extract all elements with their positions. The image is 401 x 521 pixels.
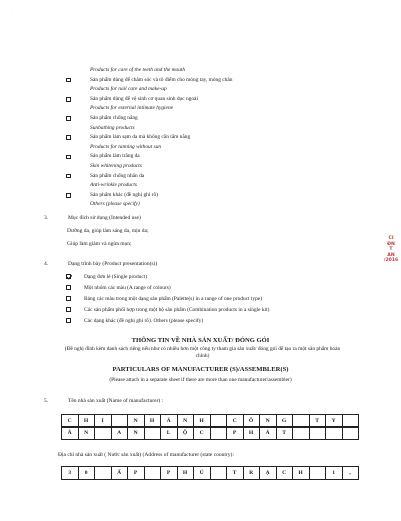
category-label-en: Products for tanning without sun (90, 143, 162, 150)
grid-cell[interactable] (326, 427, 343, 440)
checkbox-icon[interactable] (66, 174, 71, 179)
category-item (62, 162, 352, 172)
presentation-options (62, 272, 362, 327)
grid-cell[interactable]: C (194, 427, 211, 440)
red-stamp (383, 236, 399, 296)
grid-cell[interactable] (144, 427, 161, 440)
category-label-vn: Sản phẩm chống nắng (90, 114, 138, 121)
category-item (62, 200, 352, 210)
section-title: Mục đích sử dụng (Intended use) (68, 215, 141, 221)
stamp-line: /2016 (383, 258, 399, 263)
grid-cell[interactable]: N (260, 415, 277, 428)
category-label-vn: Sản phẩm dùng để chăm sóc và tô điểm cho móng tay, móng chân (90, 76, 233, 83)
checkbox-icon[interactable] (66, 318, 71, 323)
grid-cell[interactable]: Â (62, 427, 79, 440)
section-3-heading (44, 215, 141, 221)
grid-cell[interactable] (210, 467, 227, 480)
intended-use-line: Dưỡng da, giúp làm sáng da, mịn da; (67, 228, 149, 234)
category-label-en: Products for external intimate hygiene (90, 105, 174, 112)
corner-mark: · (12, 8, 14, 13)
section-title: Dạng trình bày (Product presentation(s)) (68, 261, 158, 267)
grid-cell[interactable]: Á (260, 427, 277, 440)
grid-cell[interactable]: P (227, 427, 244, 440)
grid-cell[interactable]: Ấ (111, 467, 128, 480)
category-label-vn: Sản phẩm khác (đề nghị ghi rõ) (90, 191, 158, 198)
option-label: Bảng các màu trong một dạng sản phẩm (Palette(s) in a range of one product type) (84, 296, 262, 302)
checkbox-icon[interactable] (66, 307, 71, 312)
name-label: Tên nhà sản xuất (Name of manufacturer) : (68, 398, 164, 404)
stamp-line: CI (388, 236, 394, 241)
grid-cell[interactable] (342, 427, 359, 440)
option-label: Một nhóm các màu (A range of colours) (84, 285, 171, 291)
manufacturer-title-vn: THÔNG TIN VỀ NHÀ SẢN XUẤT/ ĐÓNG GÓI (131, 337, 270, 344)
grid-cell[interactable] (309, 427, 326, 440)
grid-cell[interactable]: L (161, 427, 178, 440)
grid-cell[interactable]: 0 (78, 467, 95, 480)
checkbox-icon[interactable] (66, 97, 71, 102)
category-item (62, 76, 352, 86)
grid-cell[interactable]: , (342, 467, 359, 480)
checkbox-icon[interactable] (66, 116, 71, 121)
grid-cell[interactable]: Ạ (260, 467, 277, 480)
grid-cell[interactable]: Á (161, 415, 178, 428)
category-label-vn: Sản phẩm chống nhăn da (90, 172, 145, 179)
grid-cell[interactable]: C (276, 467, 293, 480)
checkbox-icon[interactable] (66, 296, 71, 301)
category-item (62, 114, 352, 124)
grid-cell[interactable] (210, 427, 227, 440)
manufacturer-title-en: PARTICULARS OF MANUFACTURER (S)/ASSEMBLER(S) (112, 366, 289, 373)
category-item (62, 124, 352, 134)
grid-cell[interactable]: G (276, 415, 293, 428)
option-label: Các dạng khác (đề nghị ghi rõ). Others (please specify) (84, 318, 204, 324)
category-label-en: Products for care of the teeth and the mouth (90, 67, 186, 73)
category-label-vn: Sản phẩm làm sạm da mà không cần tắm nắng (90, 134, 191, 141)
address-label: Địa chỉ nhà sản xuất ( Nước sản xuất) (Address of manufacturer (state country): (58, 452, 234, 458)
grid-cell[interactable]: T (309, 415, 326, 428)
grid-cell[interactable]: H (243, 427, 260, 440)
section-number: 3. (44, 215, 49, 221)
category-label-en: Others (please specify) (90, 201, 140, 208)
presentation-option (62, 294, 362, 305)
grid-cell[interactable] (309, 467, 326, 480)
checkbox-icon[interactable] (66, 135, 71, 140)
checkbox-icon[interactable] (66, 193, 71, 198)
grid-cell[interactable]: H (177, 467, 194, 480)
category-label-vn: Sản phẩm làm trắng da (90, 153, 140, 160)
category-label-en: Sunbathing products (90, 124, 135, 131)
category-item (62, 181, 352, 191)
grid-cell[interactable]: A (111, 427, 128, 440)
presentation-option (62, 316, 362, 327)
category-item (62, 85, 352, 95)
category-label-en: Skin whitening products (90, 162, 142, 169)
section-number: 4. (44, 261, 49, 267)
grid-cell[interactable]: C (227, 415, 244, 428)
grid-cell[interactable]: Ú (194, 467, 211, 480)
presentation-option (62, 283, 362, 294)
manufacturer-note-vn: (Đề nghị đính kèm danh sách riêng nếu như có nhiều hơn một công ty tham gia sản xuất/ đóng gói để tạo ra một sản phẩm hoàn chỉnh) (64, 346, 341, 359)
category-item (62, 95, 352, 105)
intended-use-line: Giúp làm giảm và ngừa mụn; (67, 241, 132, 247)
option-label: Các sản phẩm phối hợp trong một bộ sản phẩm (Combination products in a single kit) (84, 307, 270, 313)
stamp-line: AN (387, 252, 395, 258)
grid-cell[interactable]: P (161, 467, 178, 480)
grid-cell[interactable]: R (243, 467, 260, 480)
grid-cell[interactable] (144, 467, 161, 480)
grid-cell[interactable]: H (144, 415, 161, 428)
grid-cell[interactable]: 1 (326, 467, 343, 480)
section-5-heading (44, 398, 163, 404)
grid-cell[interactable]: T (227, 467, 244, 480)
manufacturer-name-grid-row-2 (61, 426, 359, 440)
grid-cell[interactable]: N (177, 415, 194, 428)
option-label: Dạng đơn lẻ (Single product) (84, 274, 148, 280)
grid-cell[interactable]: H (194, 415, 211, 428)
category-label-en: Products for nail care and make-up (90, 86, 167, 93)
grid-cell[interactable] (293, 427, 310, 440)
grid-cell[interactable]: T (276, 427, 293, 440)
grid-cell[interactable] (95, 427, 112, 440)
grid-cell[interactable]: N (128, 427, 145, 440)
category-label-vn: Sản phẩm dùng để vệ sinh cơ quan sinh dục ngoài (90, 95, 198, 102)
grid-cell[interactable]: N (128, 415, 145, 428)
category-item (62, 152, 352, 162)
section-number: 5. (44, 398, 49, 404)
category-item (62, 191, 352, 201)
grid-cell[interactable]: N (78, 427, 95, 440)
category-item (62, 104, 352, 114)
category-item (62, 66, 352, 76)
grid-cell[interactable]: Y (326, 415, 343, 428)
manufacturer-note-en: (Please attach in a separate sheet if there are more than one manufacturer/assembler) (109, 377, 292, 383)
presentation-option (62, 305, 362, 316)
stamp-line: ĐN (387, 241, 395, 247)
checkbox-icon[interactable] (66, 78, 71, 83)
presentation-option (62, 272, 362, 283)
grid-cell[interactable]: Ô (243, 415, 260, 428)
checkbox-icon[interactable] (66, 155, 71, 160)
manufacturer-address-grid-row-1 (61, 466, 359, 480)
grid-cell[interactable]: 3 (62, 467, 79, 480)
product-category-list (62, 66, 352, 210)
grid-cell[interactable]: H (293, 467, 310, 480)
section-4-heading (44, 261, 157, 267)
category-label-en: Anti-wrinkle products (90, 182, 137, 189)
grid-cell[interactable]: I (95, 415, 112, 428)
category-item (62, 133, 352, 143)
checkbox-checked-icon[interactable] (66, 274, 71, 279)
checkbox-icon[interactable] (66, 285, 71, 290)
grid-cell[interactable]: C (62, 415, 79, 428)
grid-cell[interactable]: Ộ (177, 427, 194, 440)
category-item (62, 172, 352, 182)
grid-cell[interactable] (95, 467, 112, 480)
grid-cell[interactable]: P (128, 467, 145, 480)
category-item (62, 143, 352, 153)
stamp-line: T (389, 247, 393, 252)
grid-cell[interactable]: H (78, 415, 95, 428)
